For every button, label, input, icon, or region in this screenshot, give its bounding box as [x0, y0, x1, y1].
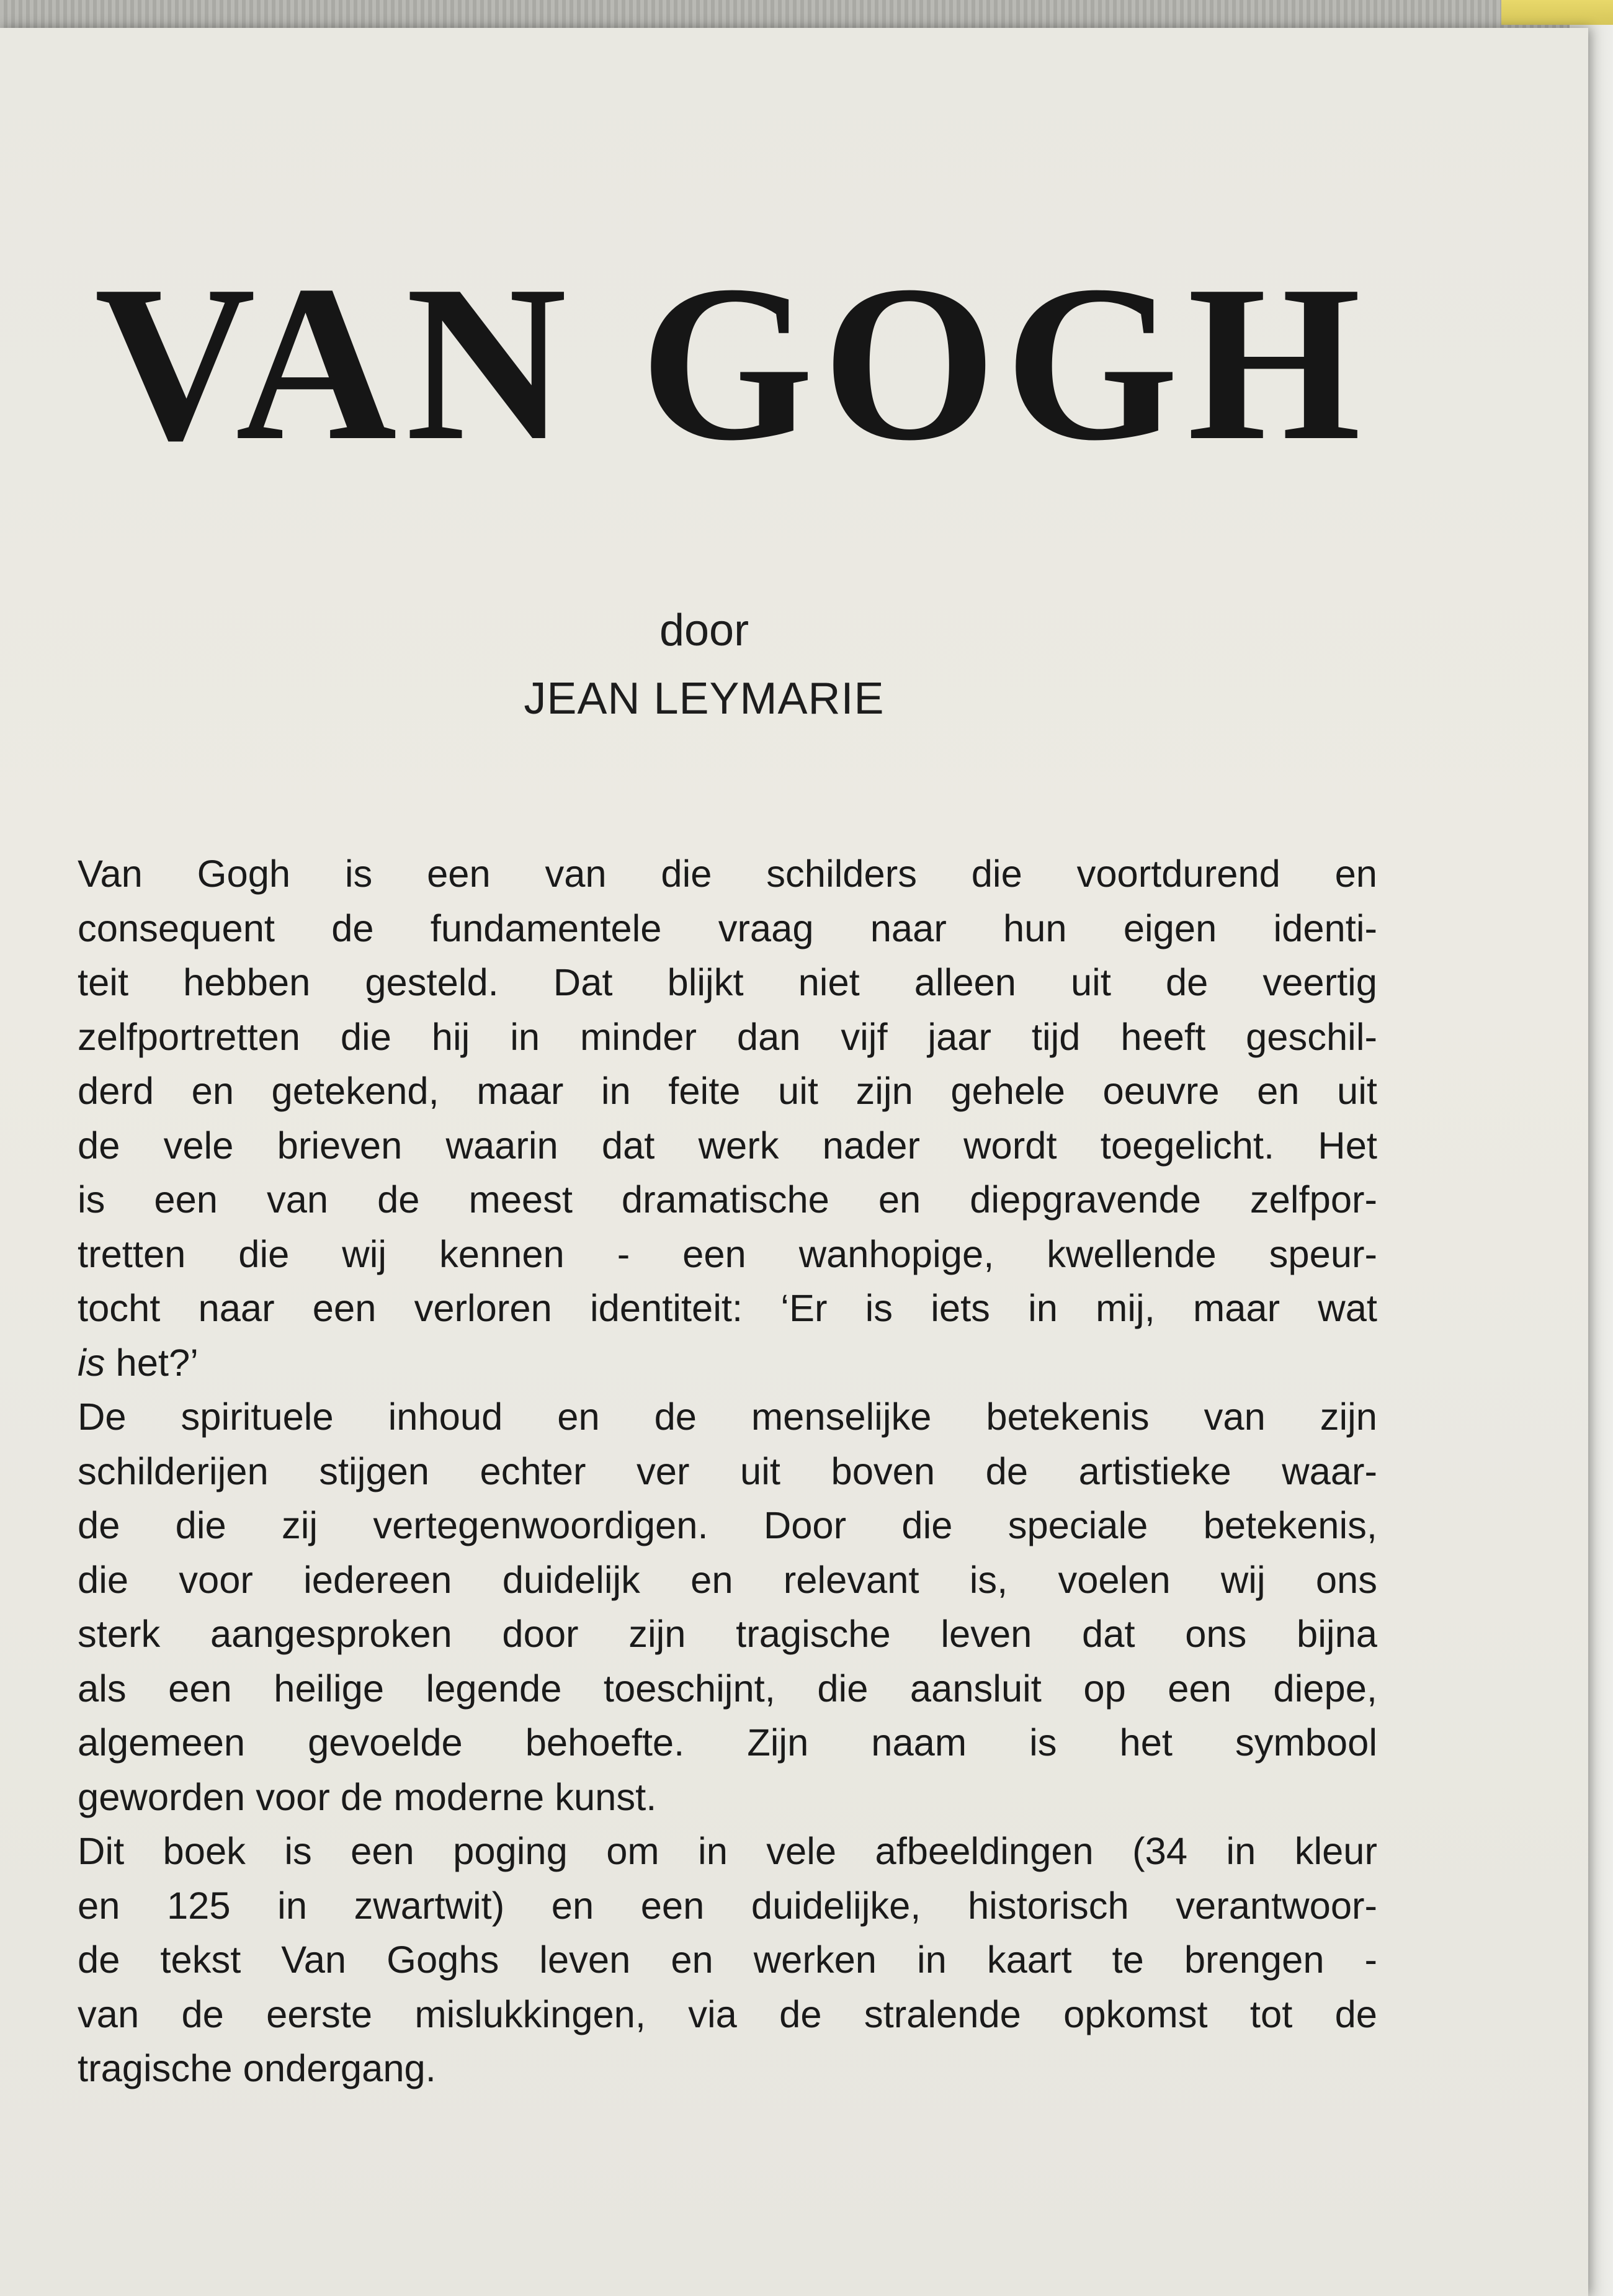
text-line: teit hebben gesteld. Dat blijkt niet alleen uit de veertig	[78, 961, 1377, 1004]
text-line: Dit boek is een poging om in vele afbeeldingen (34 in kleur	[78, 1830, 1377, 1873]
text-line: de vele brieven waarin dat werk nader wordt toegelicht. Het	[78, 1124, 1377, 1167]
text-line: consequent de fundamentele vraag naar hun eigen identi-	[78, 907, 1377, 950]
blurb-text	[78, 847, 1377, 2096]
text-line: sterk aangesproken door zijn tragische leven dat ons bijna	[78, 1613, 1377, 1656]
text-line: is een van de meest dramatische en diepgravende zelfpor-	[78, 1178, 1377, 1221]
text-line: algemeen gevoelde behoefte. Zijn naam is het symbool	[78, 1721, 1377, 1764]
text-line: zelfportretten die hij in minder dan vijf jaar tijd heeft geschil-	[78, 1015, 1377, 1059]
text-line: van de eerste mislukkingen, via de stralende opkomst tot de	[78, 1993, 1377, 2036]
blurb-paragraph-1	[78, 847, 1377, 1390]
text-line: de die zij vertegenwoordigen. Door die speciale betekenis,	[78, 1504, 1377, 1547]
text-line: de tekst Van Goghs leven en werken in kaart te brengen -	[78, 1939, 1377, 1981]
text-line: De spirituele inhoud en de menselijke betekenis van zijn	[78, 1396, 1377, 1438]
yellow-book-edge	[1501, 0, 1613, 25]
italic-word: is	[78, 1341, 105, 1384]
text-line: tretten die wij kennen - een wanhopige, kwellende speur-	[78, 1232, 1377, 1276]
text-line: tragische ondergang.	[78, 2047, 436, 2090]
blurb-paragraph-2	[78, 1390, 1377, 1824]
text-line	[78, 1336, 1377, 1391]
text-line: als een heilige legende toeschijnt, die aansluit op een diepe,	[78, 1667, 1377, 1710]
text-line: Van Gogh is een van die schilders die voortdurend en	[78, 853, 1377, 895]
blurb-paragraph-3	[78, 1824, 1377, 2096]
text-line: tocht naar een verloren identiteit: ‘Er is iets in mij, maar wat	[78, 1287, 1377, 1330]
book-title: VAN GOGH	[94, 239, 1370, 487]
author-name: JEAN LEYMARIE	[524, 674, 885, 724]
text-line: derd en getekend, maar in feite uit zijn gehele oeuvre en uit	[78, 1070, 1377, 1113]
by-label: door	[659, 606, 749, 655]
book-page	[0, 28, 1588, 2296]
text-fragment: het?’	[105, 1341, 199, 1384]
text-line: geworden voor de moderne kunst.	[78, 1775, 657, 1819]
text-line: schilderijen stijgen echter ver uit boven de artistieke waar-	[78, 1450, 1377, 1493]
text-line: en 125 in zwartwit) en een duidelijke, historisch verantwoor-	[78, 1884, 1377, 1927]
text-line: die voor iedereen duidelijk en relevant is, voelen wij ons	[78, 1558, 1377, 1602]
